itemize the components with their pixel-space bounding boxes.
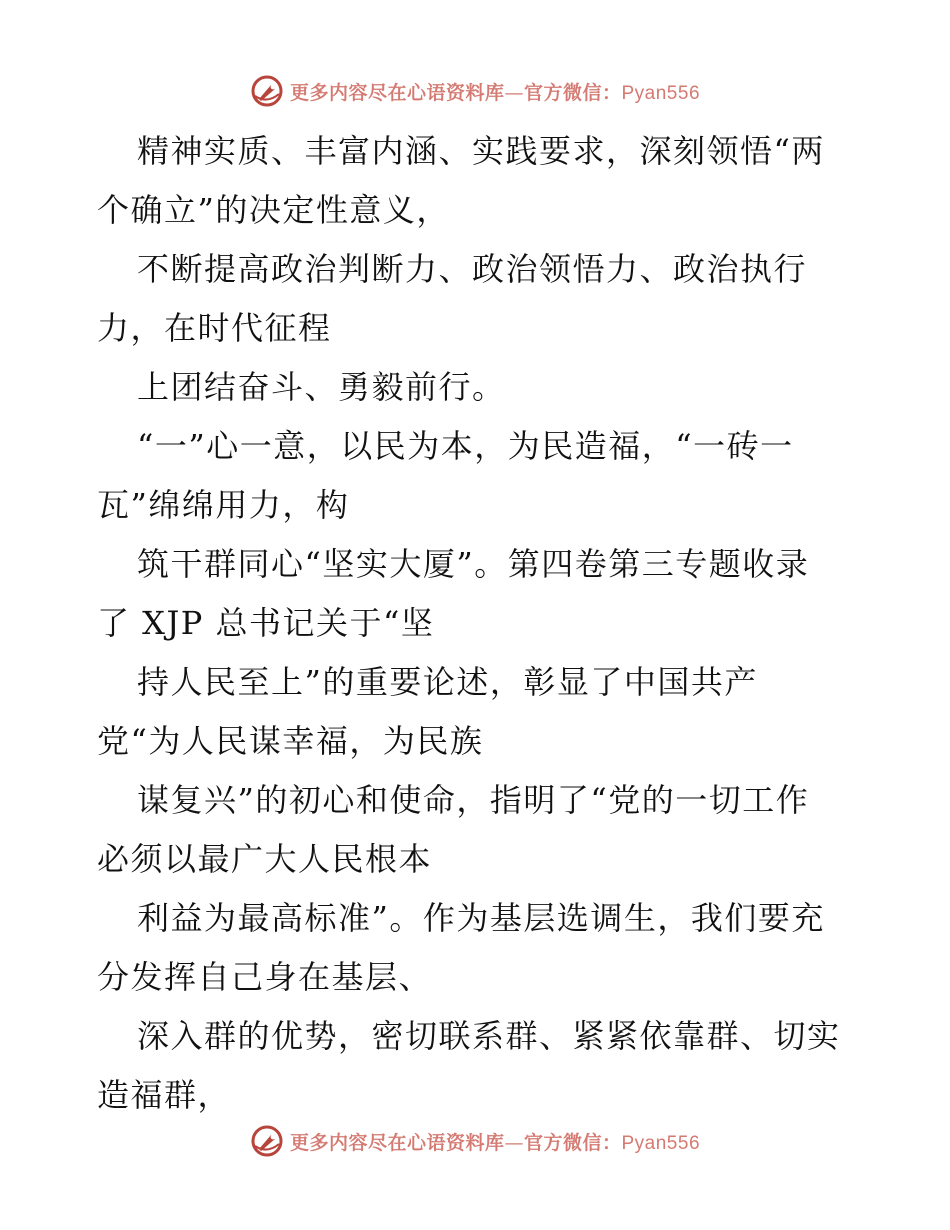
paragraph [97,535,857,653]
footer-text [290,1128,700,1155]
paragraph [97,771,857,889]
paragraph-line: 不断提高政治判断力、政治领悟力、政治执行 [137,250,808,288]
paragraph [97,1007,857,1125]
paragraph-line: 必须以最广大人民根本 [97,840,433,878]
paragraph-line: 利益为最高标准”。作为基层选调生，我们要充 [137,899,825,937]
paragraph-line: 党“为人民谋幸福，为民族 [97,722,484,760]
header-separator: — [504,81,524,104]
footer-middle: 官方微信： [523,1131,622,1154]
paragraph-line: 谋复兴”的初心和使命，指明了“党的一切工作 [137,781,810,819]
paragraph-line: 上团结奋斗、勇毅前行。 [137,368,506,406]
paragraph [97,240,857,358]
footer-separator: — [504,1131,524,1154]
footer-banner [0,1121,950,1161]
paragraph-line: 了 XJP 总书记关于“坚 [97,604,435,642]
paragraph [97,122,857,240]
paragraph-line: 力，在时代征程 [97,309,332,347]
paragraph [97,653,857,771]
paragraph-line: 个确立”的决定性意义， [97,191,450,229]
paragraph-line: 精神实质、丰富内涵、实践要求，深刻领悟“两 [137,132,825,170]
paragraph-line: “一”心一意，以民为本，为民造福，“一砖一 [137,427,794,465]
paragraph [97,889,857,1007]
paragraph-line: 分发挥自己身在基层、 [97,958,433,996]
header-text [290,78,700,105]
header-banner [0,71,950,111]
footer-prefix: 更多内容尽在心语资料库 [289,1131,505,1154]
paragraph-line: 瓦”绵绵用力，构 [97,486,350,524]
paragraph [97,358,857,417]
body-text [97,122,857,1125]
paragraph-line: 筑干群同心“坚实大厦”。第四卷第三专题收录 [137,545,810,583]
pen-nib-seal-icon [250,1124,284,1158]
header-prefix: 更多内容尽在心语资料库 [289,81,505,104]
pen-nib-seal-icon [250,74,284,108]
header-handle: Pyan556 [621,82,701,104]
paragraph-line: 持人民至上”的重要论述，彰显了中国共产 [137,663,758,701]
paragraph-line: 造福群， [97,1076,232,1114]
footer-handle: Pyan556 [621,1132,701,1154]
header-middle: 官方微信： [523,81,622,104]
paragraph-line: 深入群的优势，密切联系群、紧紧依靠群、切实 [137,1017,841,1055]
paragraph [97,417,857,535]
